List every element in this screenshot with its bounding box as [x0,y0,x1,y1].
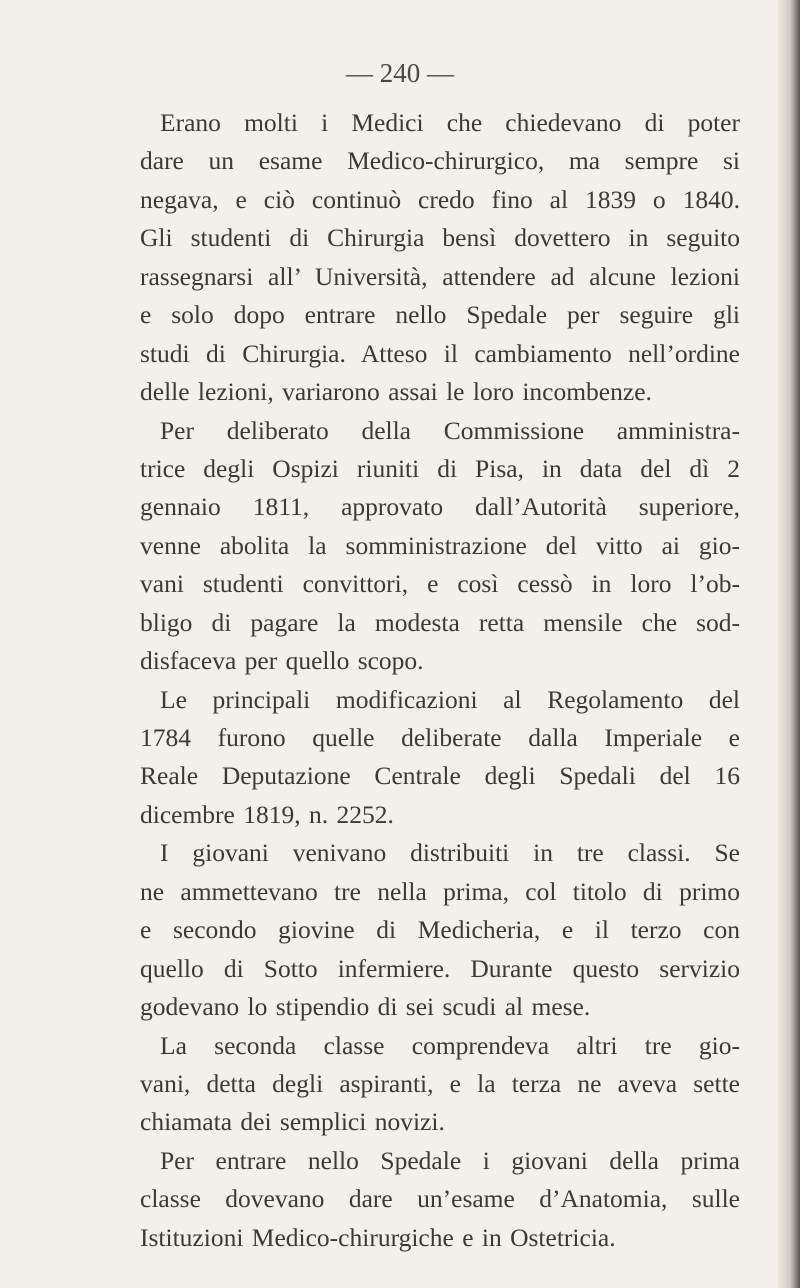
text-line: dicembre 1819, n. 2252. [140,799,394,829]
text-line: rassegnarsi all’ Università, attendere ad alcune lezioni [140,261,740,291]
text-line: trice degli Ospizi riuniti di Pisa, in data del dì 2 [140,453,740,483]
text-line: bligo di pagare la modesta retta mensile che sod- [140,607,740,637]
text-line: Le principali modificazioni al Regolamento del [160,684,740,714]
text-line: I giovani venivano distribuiti in tre classi. Se [160,838,740,868]
text-line: Reale Deputazione Centrale degli Spedali del 16 [140,761,740,791]
text-line: La seconda classe comprendeva altri tre gio- [160,1030,740,1060]
text-line: Erano molti i Medici che chiedevano di poter [160,108,740,137]
text-line: studi di Chirurgia. Atteso il cambiamento nell’ordine [140,338,740,368]
text-line: classe dovevano dare un’esame d’Anatomia, sulle [140,1184,740,1214]
text-line: quello di Sotto infermiere. Durante questo servizio [140,953,740,983]
text-line: ne ammettevano tre nella prima, col titolo di primo [140,876,740,906]
text-line: chiamata dei semplici novizi. [140,1107,445,1137]
page-edge-shadow [778,0,800,1288]
page-number: — 240 — [346,58,454,88]
text-line: e solo dopo entrare nello Spedale per seguire gli [140,300,740,330]
text-line: 1784 furono quelle deliberate dalla Imperiale e [140,723,740,752]
text-line: Per entrare nello Spedale i giovani della prima [160,1145,740,1175]
text-line: delle lezioni, variarono assai le loro incombenze. [140,377,652,407]
text-line: disfaceva per quello scopo. [140,646,424,676]
text-line: gennaio 1811, approvato dall’Autorità superiore, [140,492,740,522]
text-line: dare un esame Medico-chirurgico, ma sempre si [140,146,740,176]
text-line: e secondo giovine di Medicheria, e il terzo con [140,915,740,945]
text-line: godevano lo stipendio di sei scudi al mese. [140,992,591,1022]
text-line: Gli studenti di Chirurgia bensì dovettero in seguito [140,223,740,253]
text-line: venne abolita la somministrazione del vitto ai gio- [140,530,740,560]
text-line: vani studenti convittori, e così cessò in loro l’ob- [140,569,740,599]
text-line: Per deliberato della Commissione amministra- [160,415,740,445]
text-line: negava, e ciò continuò credo fino al 1839 o 1840. [140,184,740,214]
text-line: Istituzioni Medico-chirurgiche e in Ostetricia. [140,1222,616,1252]
text-line: vani, detta degli aspiranti, e la terza ne aveva sette [140,1068,740,1098]
body-text [140,104,740,1257]
